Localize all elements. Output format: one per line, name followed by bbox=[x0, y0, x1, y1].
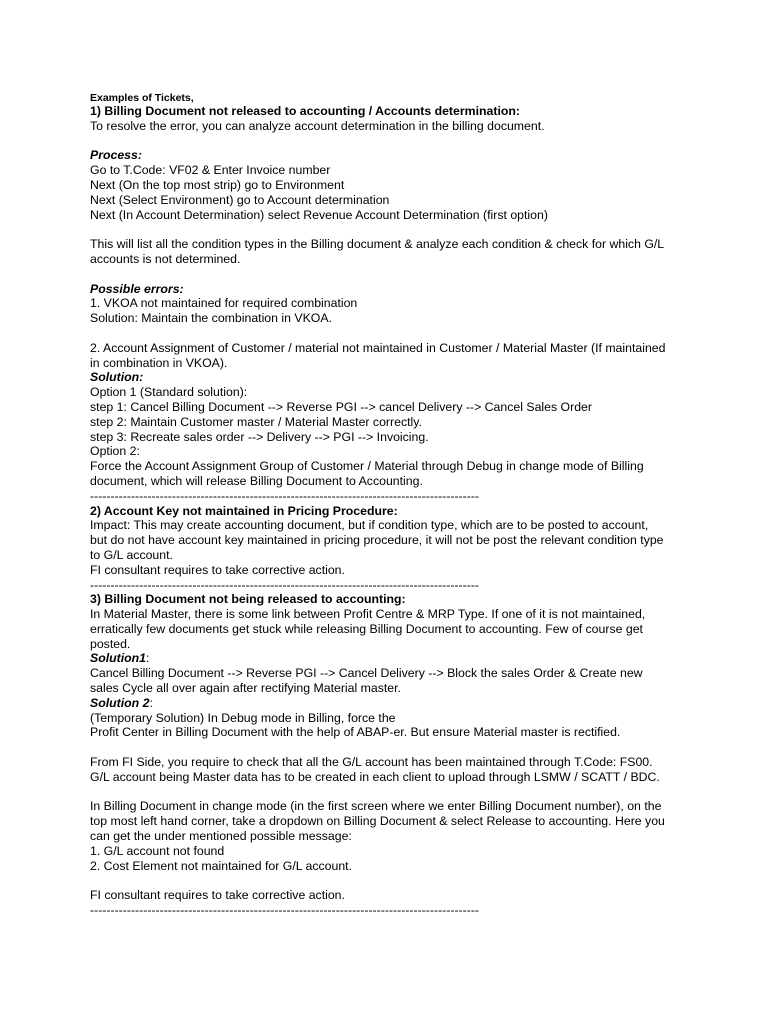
paragraph-line: Impact: This may create accounting document, but if condition type, which are to be posted to account, bbox=[90, 518, 649, 533]
process-step: Go to T.Code: VF02 & Enter Invoice number bbox=[90, 163, 331, 178]
paragraph-line: top most left hand corner, take a dropdown on Billing Document & select Release to accounting. Here you bbox=[90, 814, 665, 829]
separator-line: ----------------------------------------------------------------------------------------------- bbox=[90, 903, 480, 918]
solution-line: Option 1 (Standard solution): bbox=[90, 385, 248, 400]
solution-line: Force the Account Assignment Group of Customer / Material through Debug in change mode of Billing bbox=[90, 459, 644, 474]
solution-heading: Solution: bbox=[90, 370, 144, 385]
message-item: 2. Cost Element not maintained for G/L account. bbox=[90, 858, 353, 873]
error-item: in combination in VKOA). bbox=[90, 355, 228, 370]
solution-1-heading: Solution1 bbox=[90, 651, 147, 666]
document-page: Examples of Tickets, 1) Billing Document not released to accounting / Accounts determination: To resolve the error, you can analyze account determination in the billing document. Process: Go to T.Code: VF02 & Enter Invoice number Next (On the top most strip) go to Environment Next (Select Environment) go to Account determination Next (In Account Determination) select Revenue Account Determination (first option) This will list all the condition types in the Billing document & analyze each condition & check for which G/L accounts is not determined. Possible errors: 1. VKOA not maintained for required combination Solution: Maintain the combination in VKOA. 2. Account Assignment of Customer / material not maintained in Customer / Material Master (If maintained in combination in VKOA). Solution: Option 1 (Standard solution): step 1: Cancel Billing Document --> Reverse PGI --> cancel Delivery --> Cancel Sales Order step 2: Maintain Customer master / Material Master correctly. step 3: Recreate sales order --> Delivery --> PGI --> Invoicing. Option 2: Force the Account Assignment Group of Customer / Material through Debug in change mode of Billing document, which will release Billing Document to Accounting. ----------------------------------------------------------------------------------------------- 2) Account Key not maintained in Pricing Procedure: Impact: This may create accounting document, but if condition type, which are to be posted to account, but do not have account key maintained in pricing procedure, it will not be post the relevant condition type to G/L account. FI consultant requires to take corrective action. ----------------------------------------------------------------------------------------------- 3) Billing Document not being released to accounting: In Material Master, there is some link between Profit Centre & MRP Type. If one of it is not maintained, erratically few documents get stuck while releasing Billing Document to accounting. Few of course get posted. Solution1: Cancel Billing Document --> Reverse PGI --> Cancel Delivery --> Block the sales Order & Create new sales Cycle all over again after rectifying Material master. Solution 2: (Temporary Solution) In Debug mode in Billing, force the Profit Center in Billing Document with the help of ABAP-er. But ensure Material master is rectified. From FI Side, you require to check that all the G/L account has been maintained through T.Code: FS00. G/L account being Master data has to be created in each client to upload through LSMW / SCATT / BDC. In Billing Document in change mode (in the first screen where we enter Billing Document number), on the top most left hand corner, take a dropdown on Billing Document & select Release to accounting. Here you can get the under mentioned possible message: 1. G/L account not found 2. Cost Element not maintained for G/L account. FI consultant requires to take corrective action. ----------------------------------------------------------------------------------------------- bbox=[90, 92, 690, 918]
message-item: 1. G/L account not found bbox=[90, 843, 225, 858]
solution-line: Option 2: bbox=[90, 444, 140, 459]
error-item: 1. VKOA not maintained for required combination bbox=[90, 296, 358, 311]
solution-line: sales Cycle all over again after rectifying Material master. bbox=[90, 681, 401, 696]
paragraph-line: posted. bbox=[90, 636, 131, 651]
paragraph-line: but do not have account key maintained in pricing procedure, it will not be post the relevant condition type bbox=[90, 533, 664, 548]
process-step: Next (Select Environment) go to Account determination bbox=[90, 192, 390, 207]
paragraph-line: G/L account being Master data has to be created in each client to upload through LSMW / SCATT / BDC. bbox=[90, 769, 660, 784]
solution-line: step 3: Recreate sales order --> Delivery --> PGI --> Invoicing. bbox=[90, 429, 429, 444]
possible-errors-heading: Possible errors: bbox=[90, 281, 184, 296]
solution-line: (Temporary Solution) In Debug mode in Billing, force the bbox=[90, 710, 396, 725]
process-step: Next (In Account Determination) select Revenue Account Determination (first option) bbox=[90, 207, 548, 222]
section-2-title: 2) Account Key not maintained in Pricing Procedure: bbox=[90, 503, 398, 518]
section-3-title: 3) Billing Document not being released to accounting: bbox=[90, 592, 406, 607]
paragraph-line: FI consultant requires to take corrective action. bbox=[90, 562, 345, 577]
solution-line: step 1: Cancel Billing Document --> Reverse PGI --> cancel Delivery --> Cancel Sales Order bbox=[90, 399, 592, 414]
paragraph-line: From FI Side, you require to check that all the G/L account has been maintained through T.Code: FS00. bbox=[90, 755, 653, 770]
process-step: Next (On the top most strip) go to Environment bbox=[90, 177, 345, 192]
paragraph-line: In Billing Document in change mode (in the first screen where we enter Billing Document number), on the bbox=[90, 799, 662, 814]
solution-2-heading: Solution 2 bbox=[90, 695, 150, 710]
paragraph-line: erratically few documents get stuck while releasing Billing Document to accounting. Few of course get bbox=[90, 621, 643, 636]
paragraph-line: This will list all the condition types in the Billing document & analyze each condition & check for which G/L bbox=[90, 237, 665, 252]
solution-line: document, which will release Billing Document to Accounting. bbox=[90, 473, 423, 488]
paragraph-line: accounts is not determined. bbox=[90, 251, 241, 266]
paragraph-line: can get the under mentioned possible message: bbox=[90, 829, 352, 844]
solution-line: Profit Center in Billing Document with the help of ABAP-er. But ensure Material master is rectified. bbox=[90, 725, 621, 740]
separator-line: ----------------------------------------------------------------------------------------------- bbox=[90, 577, 480, 592]
solution-line: step 2: Maintain Customer master / Material Master correctly. bbox=[90, 414, 422, 429]
process-heading: Process: bbox=[90, 148, 142, 163]
section-1-lead: To resolve the error, you can analyze account determination in the billing document. bbox=[90, 118, 545, 133]
error-solution: Solution: Maintain the combination in VKOA. bbox=[90, 311, 332, 326]
section-1-title: 1) Billing Document not released to accounting / Accounts determination: bbox=[90, 104, 520, 118]
closing-line: FI consultant requires to take corrective action. bbox=[90, 888, 345, 903]
separator-line: ----------------------------------------------------------------------------------------------- bbox=[90, 488, 480, 503]
paragraph-line: In Material Master, there is some link between Profit Centre & MRP Type. If one of it is not maintained, bbox=[90, 607, 646, 622]
error-item: 2. Account Assignment of Customer / material not maintained in Customer / Material Master (If maintained bbox=[90, 340, 666, 355]
solution-line: Cancel Billing Document --> Reverse PGI --> Cancel Delivery --> Block the sales Order & Create new bbox=[90, 666, 643, 681]
paragraph-line: to G/L account. bbox=[90, 547, 173, 562]
intro-heading: Examples of Tickets, bbox=[90, 92, 194, 104]
